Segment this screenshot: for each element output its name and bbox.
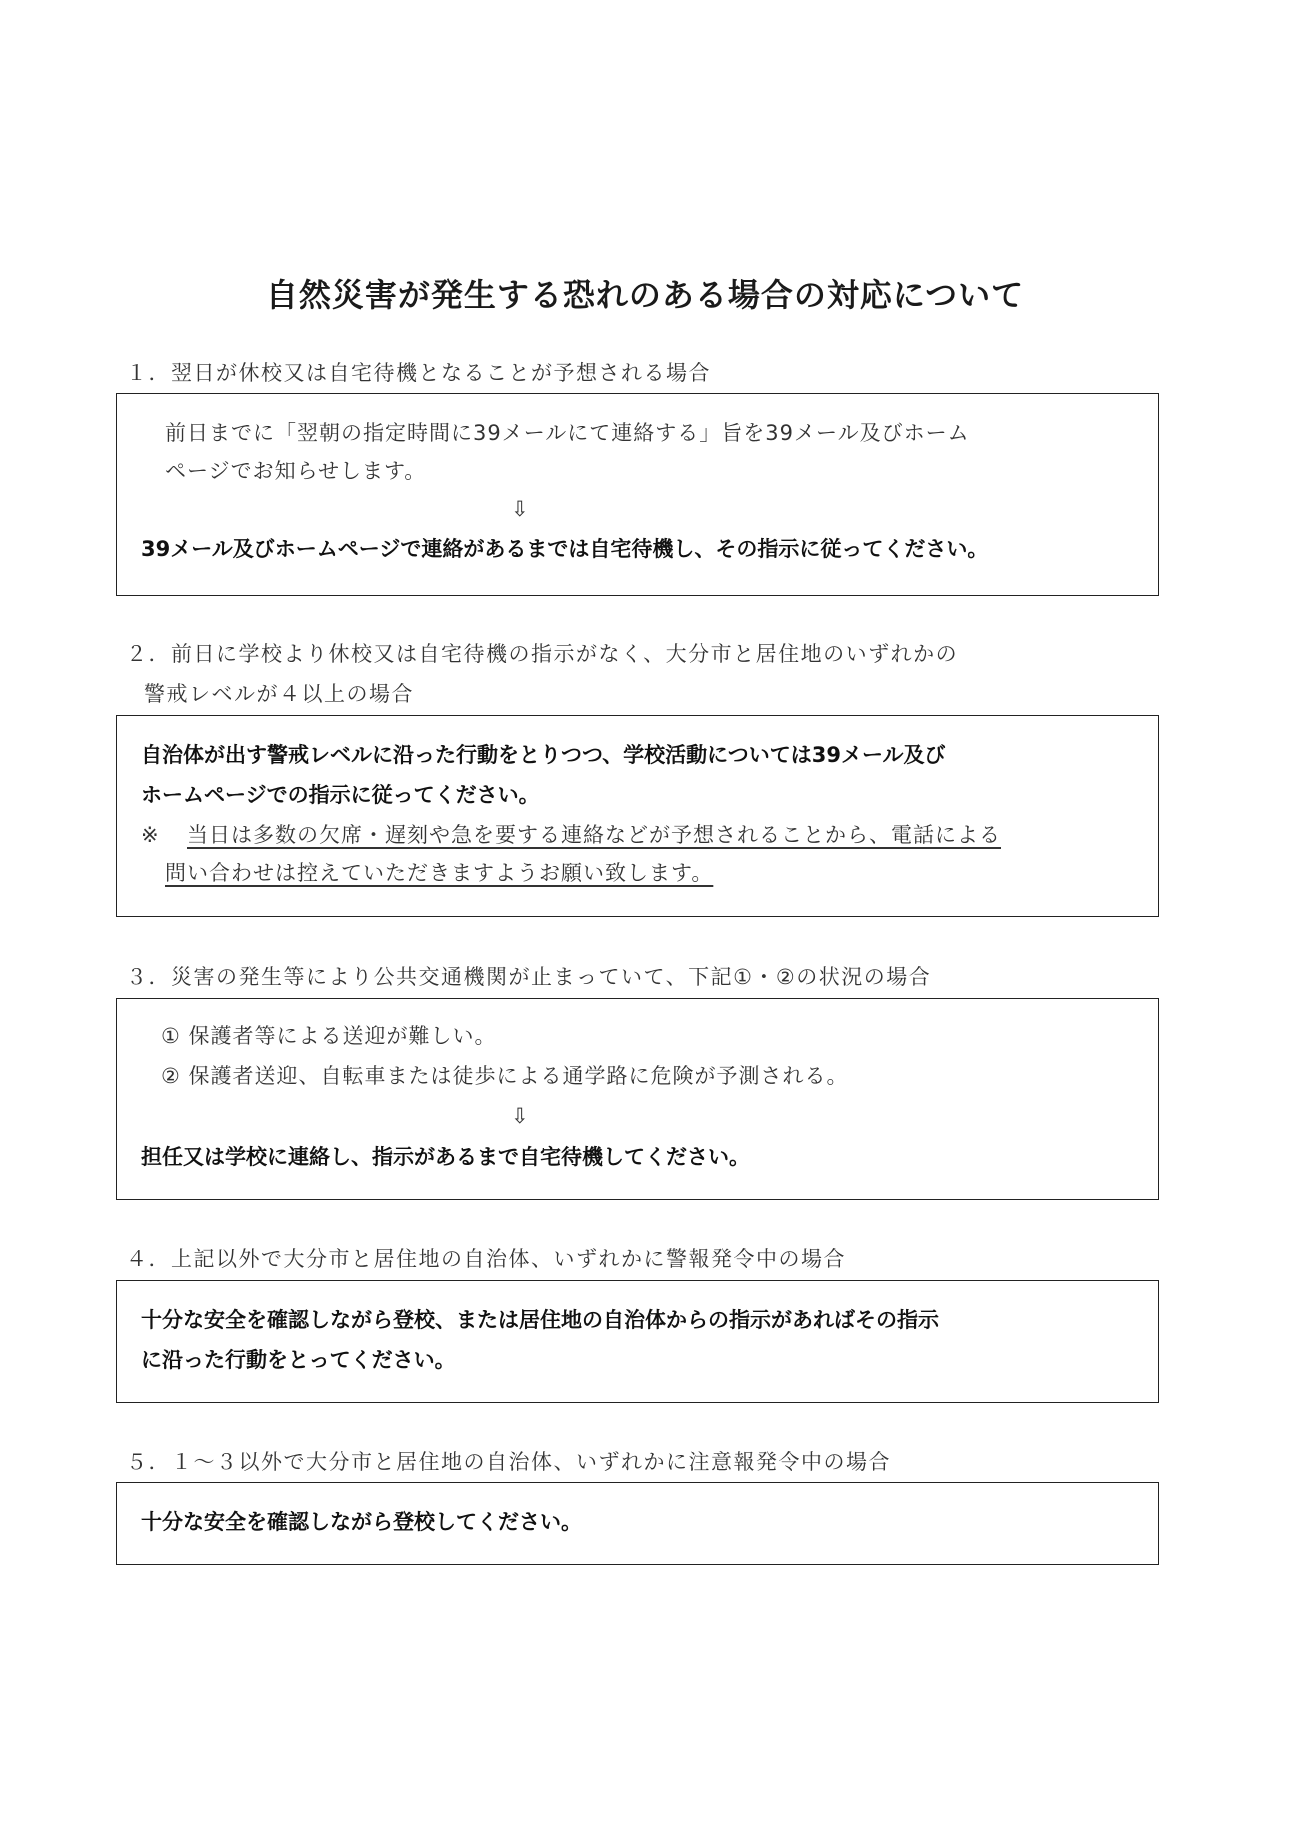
section-3-heading: ３．災害の発生等により公共交通機関が止まっていて、下記①・②の状況の場合 bbox=[126, 965, 932, 989]
section-5-instruction: 十分な安全を確認しながら登校してください。 bbox=[141, 1510, 582, 1534]
section-3-box bbox=[116, 998, 1159, 1200]
section-2-box bbox=[116, 715, 1159, 917]
section-3-instruction: 担任又は学校に連絡し、指示があるまで自宅待機してください。 bbox=[141, 1145, 750, 1169]
section-2-instruction-line-2: ホームページでの指示に従ってください。 bbox=[141, 783, 540, 807]
section-1-notice-line-2: ページでお知らせします。 bbox=[165, 459, 427, 483]
section-2-instruction-line-1: 自治体が出す警戒レベルに沿った行動をとりつつ、学校活動については39メール及び bbox=[141, 743, 946, 767]
section-4-heading: ４．上記以外で大分市と居住地の自治体、いずれかに警報発令中の場合 bbox=[126, 1247, 846, 1271]
section-1-notice-line-1: 前日までに「翌朝の指定時間に39メールにて連絡する」旨を39メール及びホーム bbox=[165, 421, 970, 445]
section-4-instruction-line-2: に沿った行動をとってください。 bbox=[141, 1348, 456, 1372]
page-title: 自然災害が発生する恐れのある場合の対応について bbox=[265, 276, 1025, 314]
section-3-item-2: ② 保護者送迎、自転車または徒歩による通学路に危険が予測される。 bbox=[161, 1064, 849, 1088]
section-1-box bbox=[116, 393, 1159, 596]
section-1-instruction: 39メール及びホームページで連絡があるまでは自宅待機し、その指示に従ってください。 bbox=[141, 537, 989, 561]
section-4-box bbox=[116, 1280, 1159, 1403]
note-mark: ※ bbox=[141, 823, 160, 847]
section-2-note-line-1: 当日は多数の欠席・遅刻や急を要する連絡などが予想されることから、電話による bbox=[187, 823, 1001, 847]
section-1-heading: １．翌日が休校又は自宅待機となることが予想される場合 bbox=[126, 361, 711, 385]
section-5-heading: ５．１～３以外で大分市と居住地の自治体、いずれかに注意報発令中の場合 bbox=[126, 1450, 891, 1474]
section-4-instruction-line-1: 十分な安全を確認しながら登校、または居住地の自治体からの指示があればその指示 bbox=[141, 1308, 939, 1332]
section-2-heading-line-1: ２．前日に学校より休校又は自宅待機の指示がなく、大分市と居住地のいずれかの bbox=[126, 642, 959, 666]
down-arrow-icon: ⇩ bbox=[511, 497, 529, 521]
section-2-heading-line-2: 警戒レベルが４以上の場合 bbox=[144, 682, 414, 706]
section-2-note-line-2: 問い合わせは控えていただきますようお願い致します。 bbox=[165, 861, 714, 885]
section-5-box bbox=[116, 1482, 1159, 1565]
down-arrow-icon: ⇩ bbox=[511, 1104, 529, 1128]
section-3-item-1: ① 保護者等による送迎が難しい。 bbox=[161, 1024, 497, 1048]
